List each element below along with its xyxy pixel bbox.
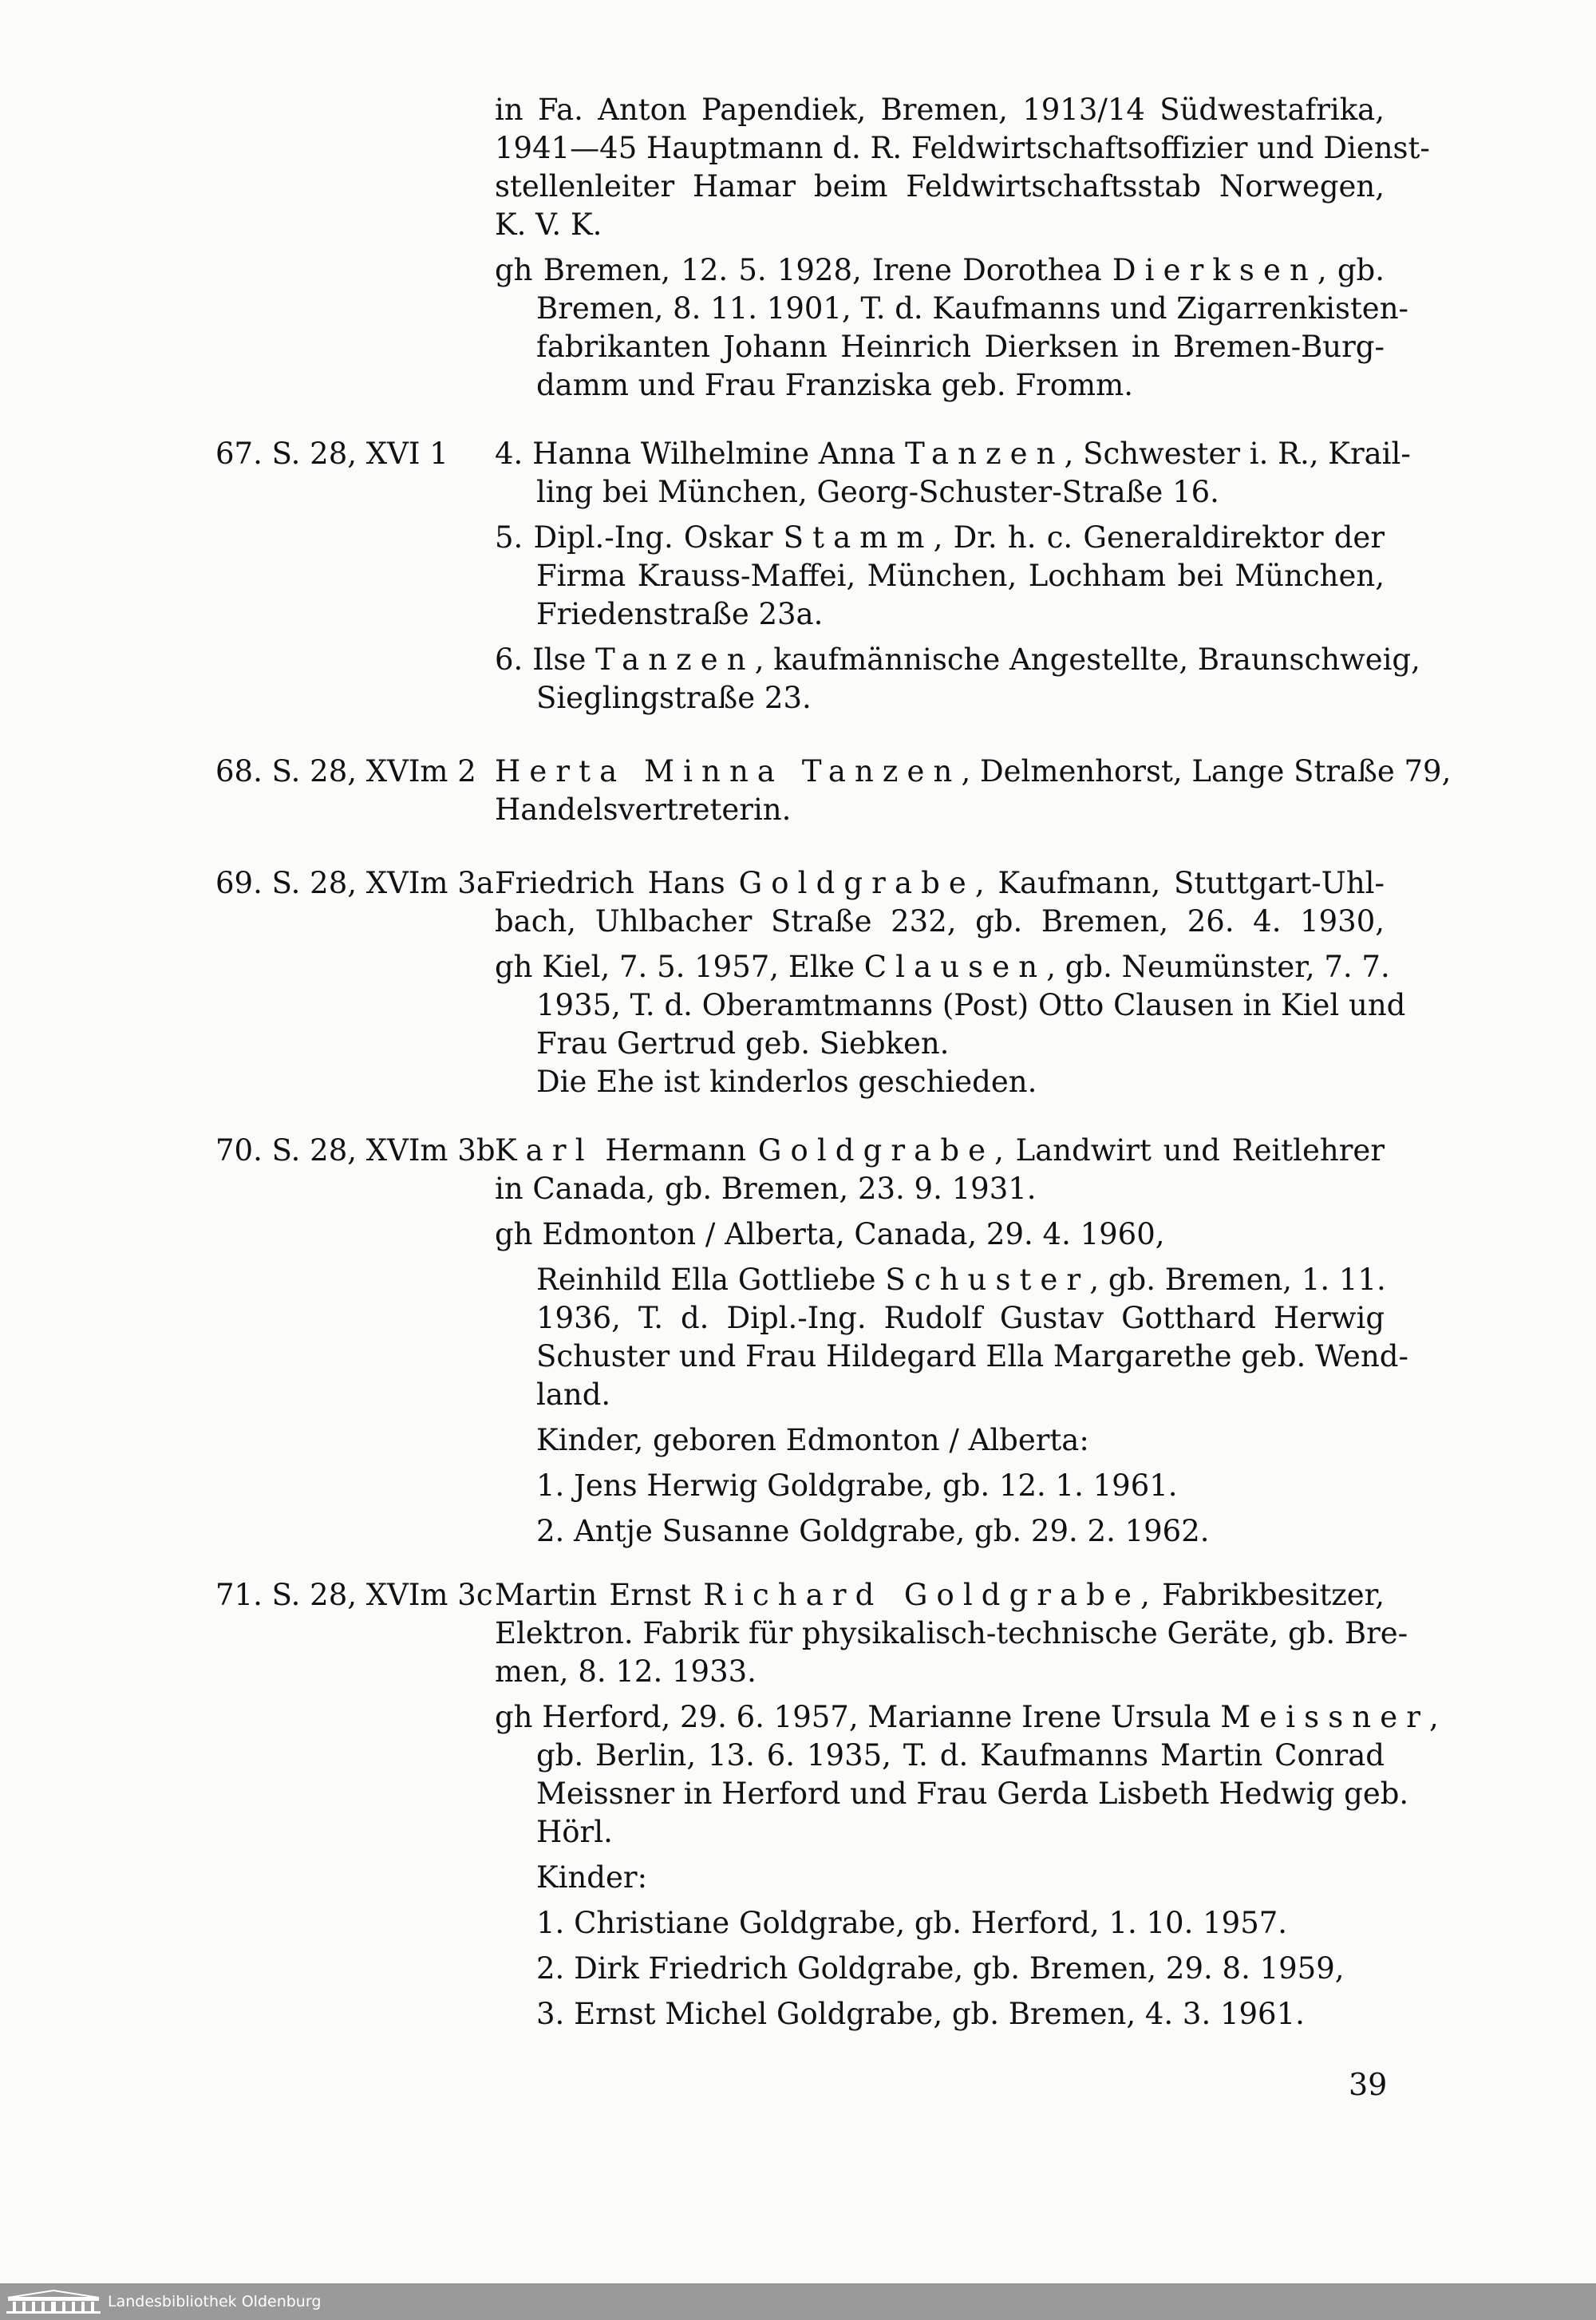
entry-label: 71. S. 28, XVIm 3c xyxy=(215,1578,493,1612)
text-line: Die Ehe ist kinderlos geschieden. xyxy=(536,1065,1037,1099)
entry-label: 69. S. 28, XVIm 3a xyxy=(215,866,494,900)
page-number: 39 xyxy=(1349,2067,1388,2102)
text-line: Reinhild Ella Gottliebe Schuster, gb. Bremen, 1. 11. xyxy=(536,1263,1386,1297)
text-line: K. V. K. xyxy=(495,207,602,242)
text-line: Sieglingstraße 23. xyxy=(536,681,812,715)
spaced-name: Dierksen xyxy=(1112,253,1317,287)
text-line: Friedenstraße 23a. xyxy=(536,597,824,631)
text-line: Karl Hermann Goldgrabe, Landwirt und Reitlehrer xyxy=(495,1133,1385,1168)
text-line: Herta Minna Tanzen, Delmenhorst, Lange Straße 79, xyxy=(495,754,1452,788)
text-line: 1935, T. d. Oberamtmanns (Post) Otto Clausen in Kiel und xyxy=(536,988,1406,1022)
text-line: Martin Ernst Richard Goldgrabe, Fabrikbesitzer, xyxy=(495,1578,1385,1612)
text-line: 1. Jens Herwig Goldgrabe, gb. 12. 1. 1961. xyxy=(536,1468,1178,1503)
text-line: Bremen, 8. 11. 1901, T. d. Kaufmanns und Zigarrenkisten- xyxy=(536,291,1409,326)
entry-label: 68. S. 28, XVIm 2 xyxy=(215,754,476,788)
spaced-name: Karl xyxy=(495,1133,594,1168)
spaced-name: Tanzen xyxy=(595,642,755,677)
text-line: 2. Antje Susanne Goldgrabe, gb. 29. 2. 1962. xyxy=(536,1514,1210,1548)
library-footer xyxy=(0,2283,1596,2320)
text-line: 2. Dirk Friedrich Goldgrabe, gb. Bremen, 29. 8. 1959, xyxy=(536,1951,1345,1986)
text-line: land. xyxy=(536,1377,611,1412)
text-line: Meissner in Herford und Frau Gerda Lisbeth Hedwig geb. xyxy=(536,1777,1409,1811)
spaced-name: Goldgrabe xyxy=(738,866,975,900)
text-line: in Fa. Anton Papendiek, Bremen, 1913/14 Südwestafrika, xyxy=(495,93,1385,127)
spaced-name: Meissner xyxy=(1220,1700,1430,1734)
library-building-icon xyxy=(5,2289,102,2314)
text-line: 4. Hanna Wilhelmine Anna Tanzen, Schwester i. R., Krail- xyxy=(495,437,1411,471)
text-line: 1936, T. d. Dipl.-Ing. Rudolf Gustav Gotthard Herwig xyxy=(536,1301,1385,1335)
spaced-name: Stamm xyxy=(783,520,934,555)
text-line: gh Kiel, 7. 5. 1957, Elke Clausen, gb. Neumünster, 7. 7. xyxy=(495,950,1390,984)
spaced-name: Richard Goldgrabe xyxy=(703,1578,1141,1612)
text-line: fabrikanten Johann Heinrich Dierksen in Bremen-Burg- xyxy=(536,330,1385,364)
text-line: 6. Ilse Tanzen, kaufmännische Angestellte, Braunschweig, xyxy=(495,642,1420,677)
text-line: 3. Ernst Michel Goldgrabe, gb. Bremen, 4. 3. 1961. xyxy=(536,1997,1305,2031)
text-line: damm und Frau Franziska geb. Fromm. xyxy=(536,368,1133,402)
text-line: Schuster und Frau Hildegard Ella Margarethe geb. Wend- xyxy=(536,1339,1408,1373)
text-line: Firma Krauss-Maffei, München, Lochham bei München, xyxy=(536,559,1385,593)
text-line: men, 8. 12. 1933. xyxy=(495,1654,757,1689)
text-line: Kinder, geboren Edmonton / Alberta: xyxy=(536,1423,1089,1457)
text-line: Frau Gertrud geb. Siebken. xyxy=(536,1026,950,1061)
text-line: gb. Berlin, 13. 6. 1935, T. d. Kaufmanns Martin Conrad xyxy=(536,1738,1385,1773)
library-name: Landesbibliothek Oldenburg xyxy=(108,2293,322,2310)
spaced-name: Tanzen xyxy=(905,437,1065,471)
text-line: stellenleiter Hamar beim Feldwirtschaftsstab Norwegen, xyxy=(495,169,1385,204)
spaced-name: Herta Minna Tanzen xyxy=(495,754,962,788)
text-line: in Canada, gb. Bremen, 23. 9. 1931. xyxy=(495,1172,1037,1206)
text-line: Elektron. Fabrik für physikalisch-technische Geräte, gb. Bre- xyxy=(495,1616,1408,1650)
text-line: Kinder: xyxy=(536,1860,648,1895)
entry-label: 70. S. 28, XVIm 3b xyxy=(215,1133,496,1168)
text-line: Handelsvertreterin. xyxy=(495,792,792,827)
text-line: 5. Dipl.-Ing. Oskar Stamm, Dr. h. c. Generaldirektor der xyxy=(495,520,1385,555)
text-line: gh Edmonton / Alberta, Canada, 29. 4. 1960, xyxy=(495,1217,1165,1251)
spaced-name: Goldgrabe xyxy=(757,1133,995,1168)
text-line: 1. Christiane Goldgrabe, gb. Herford, 1. 10. 1957. xyxy=(536,1906,1288,1940)
text-line: ling bei München, Georg-Schuster-Straße 16. xyxy=(536,475,1219,509)
spaced-name: Schuster xyxy=(885,1263,1090,1297)
spaced-name: Clausen xyxy=(863,950,1047,984)
text-line: bach, Uhlbacher Straße 232, gb. Bremen, 26. 4. 1930, xyxy=(495,904,1385,939)
text-line: Hörl. xyxy=(536,1815,613,1849)
text-line: gh Bremen, 12. 5. 1928, Irene Dorothea Dierksen, gb. xyxy=(495,253,1385,287)
text-line: gh Herford, 29. 6. 1957, Marianne Irene Ursula Meissner, xyxy=(495,1700,1439,1734)
text-line: 1941—45 Hauptmann d. R. Feldwirtschaftsoffizier und Dienst- xyxy=(495,131,1430,165)
entry-label: 67. S. 28, XVI 1 xyxy=(215,437,448,471)
text-line: Friedrich Hans Goldgrabe, Kaufmann, Stuttgart-Uhl- xyxy=(495,866,1385,900)
